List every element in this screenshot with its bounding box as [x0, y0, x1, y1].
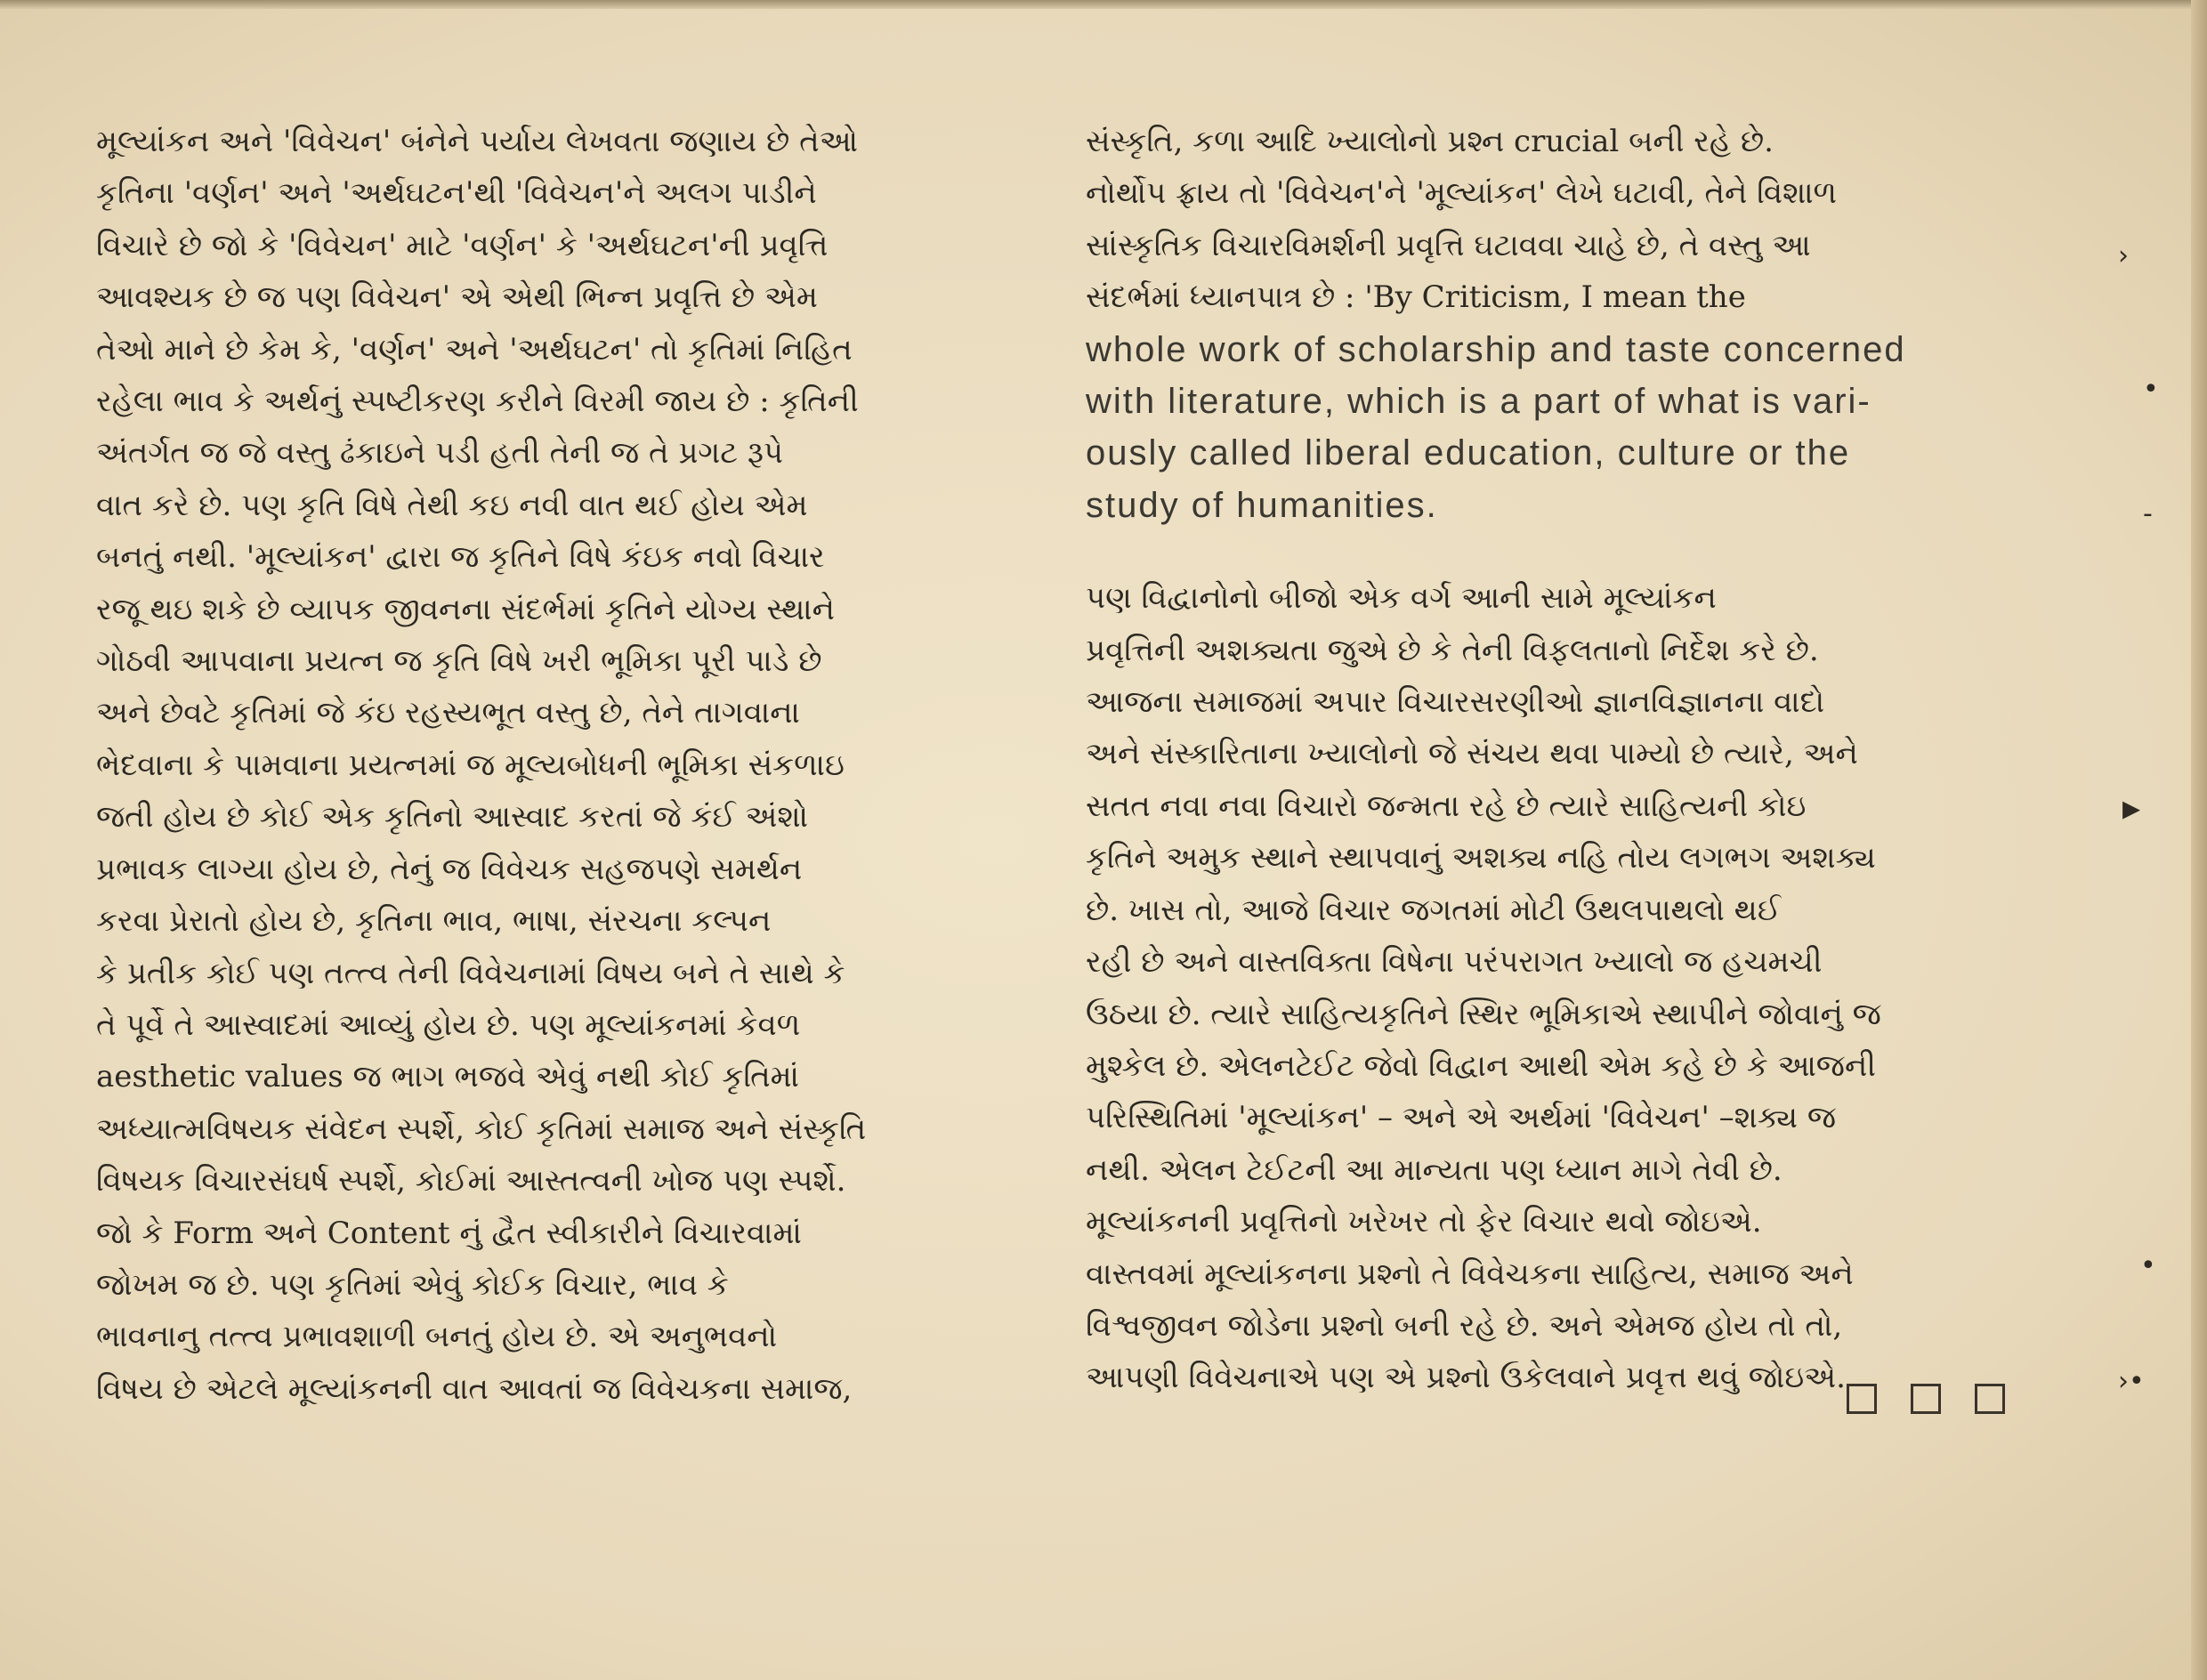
text-line: પ્રવૃત્તિની અશક્યતા જુએ છે કે તેની વિફલતાનો નિર્દેશ કરે છે. — [1086, 632, 1819, 668]
text-line: ously called liberal education, culture or the — [1086, 433, 1851, 473]
margin-speck: - — [2143, 498, 2153, 529]
text-line: કૃતિને અમુક સ્થાને સ્થાપવાનું અશક્ય નહિ તોય લગભગ અશક્ય — [1086, 840, 1876, 876]
right-text-column — [1086, 116, 2020, 1404]
text-line: whole work of scholarship and taste concerned — [1086, 329, 1906, 369]
margin-speck: ›• — [2118, 1366, 2145, 1397]
text-line: ગોઠવી આપવાના પ્રયત્ન જ કૃતિ વિષે ખરી ભૂમિકા પૂરી પાડે છે — [96, 643, 822, 680]
end-mark-box — [1975, 1384, 2005, 1414]
text-line: વિષય છે એટલે મૂલ્યાંકનની વાત આવતાં જ વિવેચકના સમાજ, — [96, 1370, 853, 1407]
text-line: ઉઠયા છે. ત્યારે સાહિત્યકૃતિને સ્થિર ભૂમિકાએ સ્થાપીને જોવાનું જ — [1086, 996, 1881, 1032]
text-line: અને છેવટે કૃતિમાં જે કંઇ રહસ્યભૂત વસ્તુ છે, તેને તાગવાના — [96, 695, 800, 731]
text-line: સંસ્કૃતિ, કળા આદિ ખ્યાલોનો પ્રશ્ન crucial બની રહે છે. — [1086, 124, 1774, 159]
text-line: સાંસ્કૃતિક વિચારવિમર્શની પ્રવૃત્તિ ઘટાવવા ચાહે છે, તે વસ્તુ આ — [1086, 227, 1811, 263]
left-text-column — [96, 116, 1035, 1415]
text-line: નોર્થોપ ફ્રાય તો 'વિવેચન'ને 'મૂલ્યાંકન' લેખે ઘટાવી, તેને વિશાળ — [1086, 175, 1838, 212]
text-line: તે પૂર્વે તે આસ્વાદમાં આવ્યું હોય છે. પણ મૂલ્યાંકનમાં કેવળ — [96, 1006, 801, 1043]
text-line: study of humanities. — [1086, 485, 1438, 525]
top-edge-rule — [0, 0, 2207, 9]
text-line: સતત નવા નવા વિચારો જન્મતા રહે છે ત્યારે સાહિત્યની કોઇ — [1086, 788, 1807, 824]
text-line: ભેદવાના કે પામવાના પ્રયત્નમાં જ મૂલ્યબોધની ભૂમિકા સંકળાઇ — [96, 747, 845, 783]
text-line: જોખમ જ છે. પણ કૃતિમાં એવું કોઈક વિચાર, ભાવ કે — [96, 1266, 729, 1303]
text-line: નથી. એલન ટેઈટની આ માન્યતા પણ ધ્યાન માગે તેવી છે. — [1086, 1151, 1783, 1188]
text-line: વિશ્વજીવન જોડેના પ્રશ્નો બની રહે છે. અને એમજ હોય તો તો, — [1086, 1307, 1843, 1344]
right-paragraph-2 — [1086, 572, 2020, 1404]
text-line: જતી હોય છે કોઈ એક કૃતિનો આસ્વાદ કરતાં જે કંઈ અંશો — [96, 799, 809, 836]
text-line: છે. ખાસ તો, આજે વિચાર જગતમાં મોટી ઉથલપાથલો થઈ — [1086, 892, 1781, 928]
text-line: with literature, which is a part of what is vari- — [1086, 382, 1872, 422]
text-line: સંદર્ભમાં ધ્યાનપાત્ર છે : 'By Criticism, I mean the — [1086, 279, 1746, 316]
text-line: અને સંસ્કારિતાના ખ્યાલોનો જે સંચય થવા પામ્યો છે ત્યારે, અને — [1086, 736, 1858, 772]
margin-speck: • — [2143, 374, 2159, 405]
text-line: રહી છે અને વાસ્તવિક્તા વિષેના પરંપરાગત ખ્યાલો જ હચમચી — [1086, 944, 1823, 981]
margin-speck: • — [2140, 1250, 2156, 1281]
text-line: તેઓ માને છે કેમ કે, 'વર્ણન' અને 'અર્થઘટન' તો કૃતિમાં નિહિત — [96, 331, 853, 368]
text-line: રજૂ થઇ શકે છે વ્યાપક જીવનના સંદર્ભમાં કૃતિને યોગ્ય સ્થાને — [96, 591, 835, 627]
text-line: જો કે Form અને Content નું દ્વૈત સ્વીકારીને વિચારવામાં — [96, 1215, 802, 1251]
text-line: કે પ્રતીક કોઈ પણ તત્ત્વ તેની વિવેચનામાં વિષય બને તે સાથે કે — [96, 955, 845, 991]
page-right-edge — [2191, 0, 2207, 1680]
text-line: રહેલા ભાવ કે અર્થનું સ્પષ્ટીકરણ કરીને વિરમી જાય છે : કૃતિની — [96, 384, 859, 420]
text-line: અંતર્ગત જ જે વસ્તુ ઢંકાઇને પડી હતી તેની જ તે પ્રગટ રૂપે — [96, 435, 783, 472]
text-line: આજના સમાજમાં અપાર વિચારસરણીઓ જ્ઞાનવિજ્ઞાનના વાદો — [1086, 684, 1825, 721]
text-line: વિચારે છે જો કે 'વિવેચન' માટે 'વર્ણન' કે 'અર્થઘટન'ની પ્રવૃત્તિ — [96, 227, 829, 263]
text-line: aesthetic values જ ભાગ ભજવે એવું નથી કોઈ કૃતિમાં — [96, 1059, 799, 1095]
text-line: વાસ્તવમાં મૂલ્યાંકનના પ્રશ્નો તે વિવેચકના સાહિત્ય, સમાજ અને — [1086, 1256, 1854, 1292]
text-line: આવશ્યક છે જ પણ વિવેચન' એ એથી ભિન્ન પ્રવૃત્તિ છે એમ — [96, 279, 818, 316]
text-line: મૂલ્યાંકનની પ્રવૃત્તિનો ખરેખર તો ફેર વિચાર થવો જોઇએ. — [1086, 1204, 1762, 1240]
margin-speck: ▸ — [2122, 788, 2141, 828]
end-mark-box — [1847, 1384, 1877, 1414]
text-line: પણ વિદ્વાનોનો બીજો એક વર્ગ આની સામે મૂલ્યાંકન — [1086, 580, 1717, 617]
text-line: અધ્યાત્મવિષયક સંવેદન સ્પર્શે, કોઈ કૃતિમાં સમાજ અને સંસ્કૃતિ — [96, 1111, 867, 1147]
text-line: ભાવનાનુ તત્ત્વ પ્રભાવશાળી બનતું હોય છે. એ અનુભવનો — [96, 1319, 778, 1355]
text-line: વાત કરે છે. પણ કૃતિ વિષે તેથી કઇ નવી વાત થઈ હોય એમ — [96, 487, 808, 523]
right-paragraph-1 — [1086, 116, 2020, 531]
margin-speck: › — [2118, 240, 2129, 271]
end-of-article-marks — [1847, 1384, 2005, 1414]
text-line: બનતું નથી. 'મૂલ્યાંકન' દ્વારા જ કૃતિને વિષે કંઇક નવો વિચાર — [96, 539, 825, 576]
text-line: વિષયક વિચારસંઘર્ષ સ્પર્શે, કોઈમાં આસ્તત્વની ખોજ પણ સ્પર્શે. — [96, 1163, 846, 1199]
text-line: પ્રભાવક લાગ્યા હોય છે, તેનું જ વિવેચક સહજપણે સમર્થન — [96, 851, 803, 887]
text-line: મૂલ્યાંકન અને 'વિવેચન' બંનેને પર્યાય લેખવતા જણાય છે તેઓ — [96, 124, 858, 159]
paragraph-gap — [1086, 531, 2020, 572]
text-line: કૃતિના 'વર્ણન' અને 'અર્થઘટન'થી 'વિવેચન'ને અલગ પાડીને — [96, 175, 817, 212]
text-line: આપણી વિવેચનાએ પણ એ પ્રશ્નો ઉકેલવાને પ્રવૃત્ત થવું જોઇએ. — [1086, 1360, 1846, 1396]
end-mark-box — [1911, 1384, 1941, 1414]
text-line: મુશ્કેલ છે. એલનટેઈટ જેવો વિદ્વાન આથી એમ કહે છે કે આજની — [1086, 1047, 1877, 1084]
text-line: કરવા પ્રેરાતો હોય છે, કૃતિના ભાવ, ભાષા, સંરચના કલ્પન — [96, 903, 772, 940]
text-line: પરિસ્થિતિમાં 'મૂલ્યાંકન' – અને એ અર્થમાં 'વિવેચન' –શક્ય જ — [1086, 1100, 1837, 1136]
